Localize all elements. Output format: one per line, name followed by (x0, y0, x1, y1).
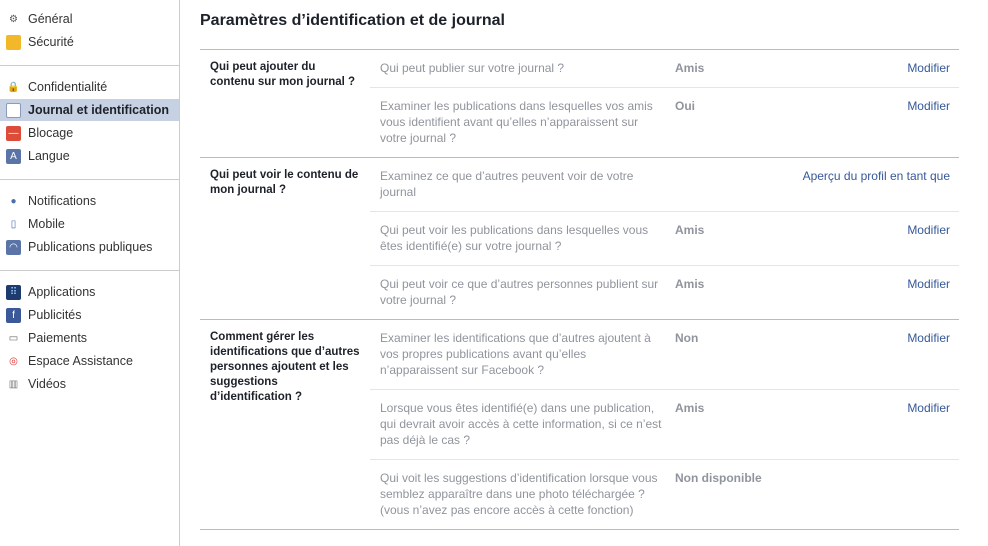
ads-icon: f (6, 308, 21, 323)
globe-icon: ● (10, 195, 17, 207)
block-icon: — (6, 126, 21, 141)
setting-question: Qui peut publier sur votre journal ? (380, 61, 565, 75)
section-label: Qui peut ajouter du contenu sur mon journal ? (210, 61, 356, 88)
main-content (200, 0, 959, 530)
sidebar-item-gears[interactable] (0, 8, 179, 30)
setting-row (370, 158, 959, 211)
setting-row (370, 389, 959, 459)
edit-link[interactable]: Modifier (907, 331, 950, 345)
edit-link[interactable]: Modifier (907, 401, 950, 415)
setting-value: Amis (675, 277, 705, 291)
sidebar-item-label: Paiements (28, 331, 88, 345)
edit-link[interactable]: Modifier (907, 99, 950, 113)
sidebar-item-label: Espace Assistance (28, 354, 133, 368)
setting-question: Examiner les publications dans lesquelles vos amis vous identifient avant qu’elles n’apparaissent sur votre journal ? (380, 99, 653, 145)
edit-link (785, 470, 950, 518)
setting-value (665, 168, 785, 200)
sidebar-item-label: Général (28, 12, 73, 26)
setting-question: Qui peut voir les publications dans lesquelles vous êtes identifié(e) sur votre journal ? (380, 223, 649, 253)
settings-sidebar (0, 0, 180, 546)
apps-icon: ⠿ (6, 285, 21, 300)
sidebar-item-label: Notifications (28, 194, 97, 208)
sidebar-item-apps[interactable] (0, 281, 179, 303)
card-icon: ▭ (8, 332, 19, 344)
film-icon: ▥ (8, 378, 19, 390)
settings-section (200, 319, 959, 530)
sidebar-item-label: Journal et identification (28, 103, 169, 117)
sidebar-group (0, 179, 179, 270)
section-label: Qui peut voir le contenu de mon journal ? (210, 169, 359, 196)
sidebar-item-film[interactable] (0, 373, 179, 395)
sidebar-item-label: Publications publiques (28, 240, 153, 254)
setting-question: Examiner les identifications que d’autres ajoutent à vos propres publications avant qu’elles n’apparaissent sur Facebook ? (380, 331, 651, 377)
settings-section (200, 49, 959, 157)
sidebar-item-mobile[interactable] (0, 213, 179, 235)
sidebar-group (0, 65, 179, 179)
sidebar-item-globe[interactable] (0, 190, 179, 212)
sidebar-item-label: Blocage (28, 126, 74, 140)
setting-value: Non disponible (675, 471, 762, 485)
sidebar-group (0, 270, 179, 407)
sidebar-group (0, 8, 179, 65)
sidebar-item-lock[interactable] (0, 76, 179, 98)
sidebar-item-timeline[interactable] (0, 99, 179, 121)
settings-table (200, 49, 959, 530)
edit-link[interactable]: Modifier (907, 61, 950, 75)
setting-question: Qui peut voir ce que d’autres personnes publient sur votre journal ? (380, 277, 659, 307)
setting-value: Amis (675, 401, 705, 415)
setting-row (370, 50, 959, 87)
sidebar-item-card[interactable] (0, 327, 179, 349)
lock-icon: 🔒 (7, 81, 20, 93)
edit-link[interactable]: Modifier (907, 223, 950, 237)
sidebar-item-label: Sécurité (28, 35, 74, 49)
sidebar-item-label: Vidéos (28, 377, 66, 391)
sidebar-item-shield[interactable] (0, 31, 179, 53)
setting-question: Qui voit les suggestions d’identification lorsque vous semblez apparaître dans une photo téléchargée ? (vous n’avez pas encore accès à cette fonction) (380, 471, 658, 517)
edit-link[interactable]: Modifier (907, 277, 950, 291)
sidebar-item-ads[interactable] (0, 304, 179, 326)
language-icon: A (6, 149, 21, 164)
rss-icon: ◠ (6, 240, 21, 255)
setting-value: Amis (675, 223, 705, 237)
setting-row (370, 459, 959, 529)
gears-icon: ⚙ (9, 13, 18, 25)
setting-question: Lorsque vous êtes identifié(e) dans une publication, qui devrait avoir accès à cette information, si ce n’est pas déjà le cas ? (380, 401, 662, 447)
setting-value: Non (675, 331, 699, 345)
mobile-icon: ▯ (10, 218, 17, 230)
setting-value: Amis (675, 61, 705, 75)
sidebar-item-block[interactable] (0, 122, 179, 144)
setting-value: Oui (675, 99, 695, 113)
setting-question: Examinez ce que d’autres peuvent voir de votre journal (380, 169, 634, 199)
timeline-icon (6, 103, 21, 118)
sidebar-item-label: Applications (28, 285, 96, 299)
lifebuoy-icon: ◎ (9, 355, 18, 367)
settings-section (200, 157, 959, 319)
page-title: Paramètres d’identification et de journal (200, 12, 505, 29)
setting-row (370, 211, 959, 265)
setting-row (370, 87, 959, 157)
sidebar-item-rss[interactable] (0, 236, 179, 258)
sidebar-item-label: Confidentialité (28, 80, 108, 94)
sidebar-item-lifebuoy[interactable] (0, 350, 179, 372)
sidebar-item-language[interactable] (0, 145, 179, 167)
setting-row (370, 265, 959, 319)
sidebar-item-label: Mobile (28, 217, 65, 231)
shield-icon (6, 35, 21, 50)
edit-link[interactable]: Aperçu du profil en tant que (802, 169, 950, 183)
setting-row (370, 320, 959, 389)
sidebar-item-label: Langue (28, 149, 70, 163)
section-label: Comment gérer les identifications que d’autres personnes ajoutent et les suggestions d’identification ? (210, 331, 360, 403)
sidebar-item-label: Publicités (28, 308, 82, 322)
